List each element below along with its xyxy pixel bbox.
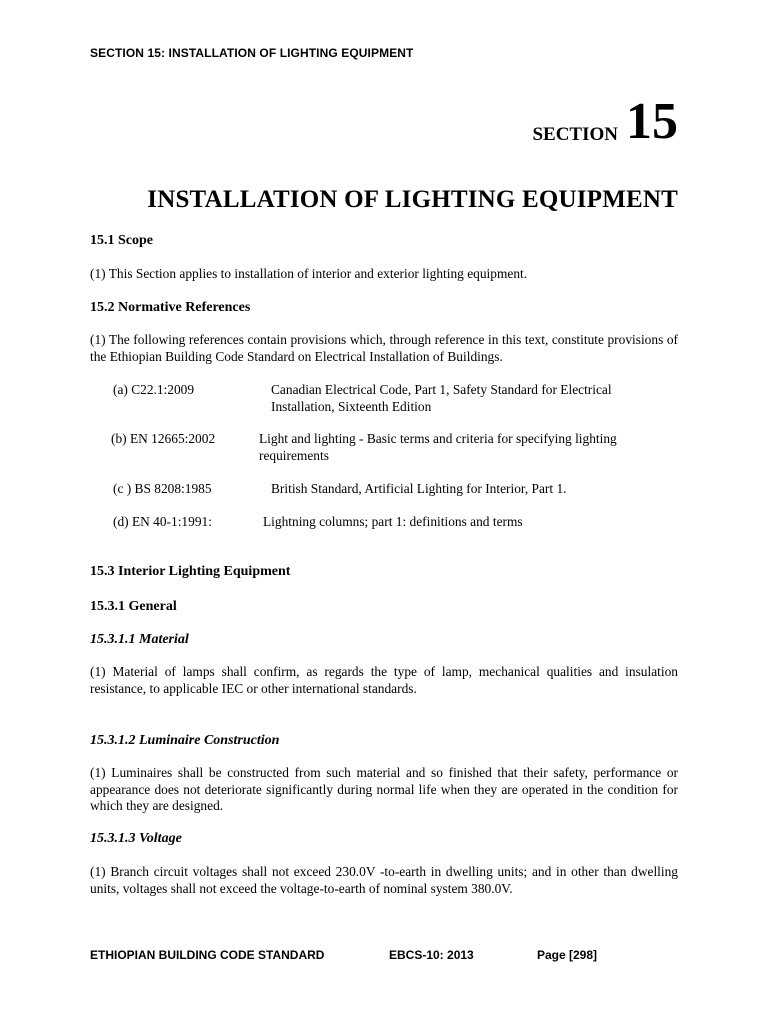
- reference-a-id: (a) C22.1:2009: [113, 382, 195, 397]
- reference-d-text: Lightning columns; part 1: definitions and terms: [263, 514, 523, 529]
- heading-15-1: 15.1 Scope: [90, 233, 153, 248]
- page-title: INSTALLATION OF LIGHTING EQUIPMENT: [147, 186, 678, 213]
- paragraph-voltage: (1) Branch circuit voltages shall not exceed 230.0V -to-earth in dwelling units; and in other than dwelling units, voltages shall not exceed the voltage-to-earth of nominal system 380.0V.: [90, 864, 678, 896]
- footer-standard: ETHIOPIAN BUILDING CODE STANDARD: [90, 948, 325, 962]
- paragraph-15-1: (1) This Section applies to installation of interior and exterior lighting equipment.: [90, 266, 528, 281]
- heading-15-3-1: 15.3.1 General: [90, 599, 177, 614]
- running-header: SECTION 15: INSTALLATION OF LIGHTING EQUIPMENT: [90, 46, 414, 60]
- heading-15-2: 15.2 Normative References: [90, 300, 251, 315]
- reference-a-text: Canadian Electrical Code, Part 1, Safety Standard for Electrical Installation, Sixteenth Edition: [271, 382, 612, 414]
- heading-material: 15.3.1.1 Material: [90, 632, 189, 647]
- reference-c-text: British Standard, Artificial Lighting for Interior, Part 1.: [271, 481, 567, 496]
- section-label: SECTION: [532, 124, 618, 145]
- heading-15-3: 15.3 Interior Lighting Equipment: [90, 564, 291, 579]
- reference-b-id: (b) EN 12665:2002: [111, 431, 216, 446]
- reference-b-text: Light and lighting - Basic terms and criteria for specifying lighting requirements: [259, 431, 617, 463]
- heading-luminaire: 15.3.1.2 Luminaire Construction: [90, 733, 280, 748]
- reference-c-id: (c ) BS 8208:1985: [113, 481, 212, 496]
- heading-voltage: 15.3.1.3 Voltage: [90, 831, 182, 846]
- paragraph-material: (1) Material of lamps shall confirm, as regards the type of lamp, mechanical qualities and insulation resistance, to applicable IEC or other international standards.: [90, 664, 678, 696]
- paragraph-15-2: (1) The following references contain provisions which, through reference in this text, constitute provisions of the Ethiopian Building Code Standard on Electrical Installation of Buildings.: [90, 332, 678, 364]
- footer-page: Page [298]: [537, 948, 598, 962]
- section-number: 15: [626, 93, 678, 150]
- reference-d-id: (d) EN 40-1:1991:: [113, 514, 212, 529]
- footer-code: EBCS-10: 2013: [389, 948, 474, 962]
- paragraph-luminaire: (1) Luminaires shall be constructed from such material and so finished that their safety, performance or appearance does not deteriorate significantly during normal life when they are operated in the condition for which they are designed.: [90, 765, 678, 813]
